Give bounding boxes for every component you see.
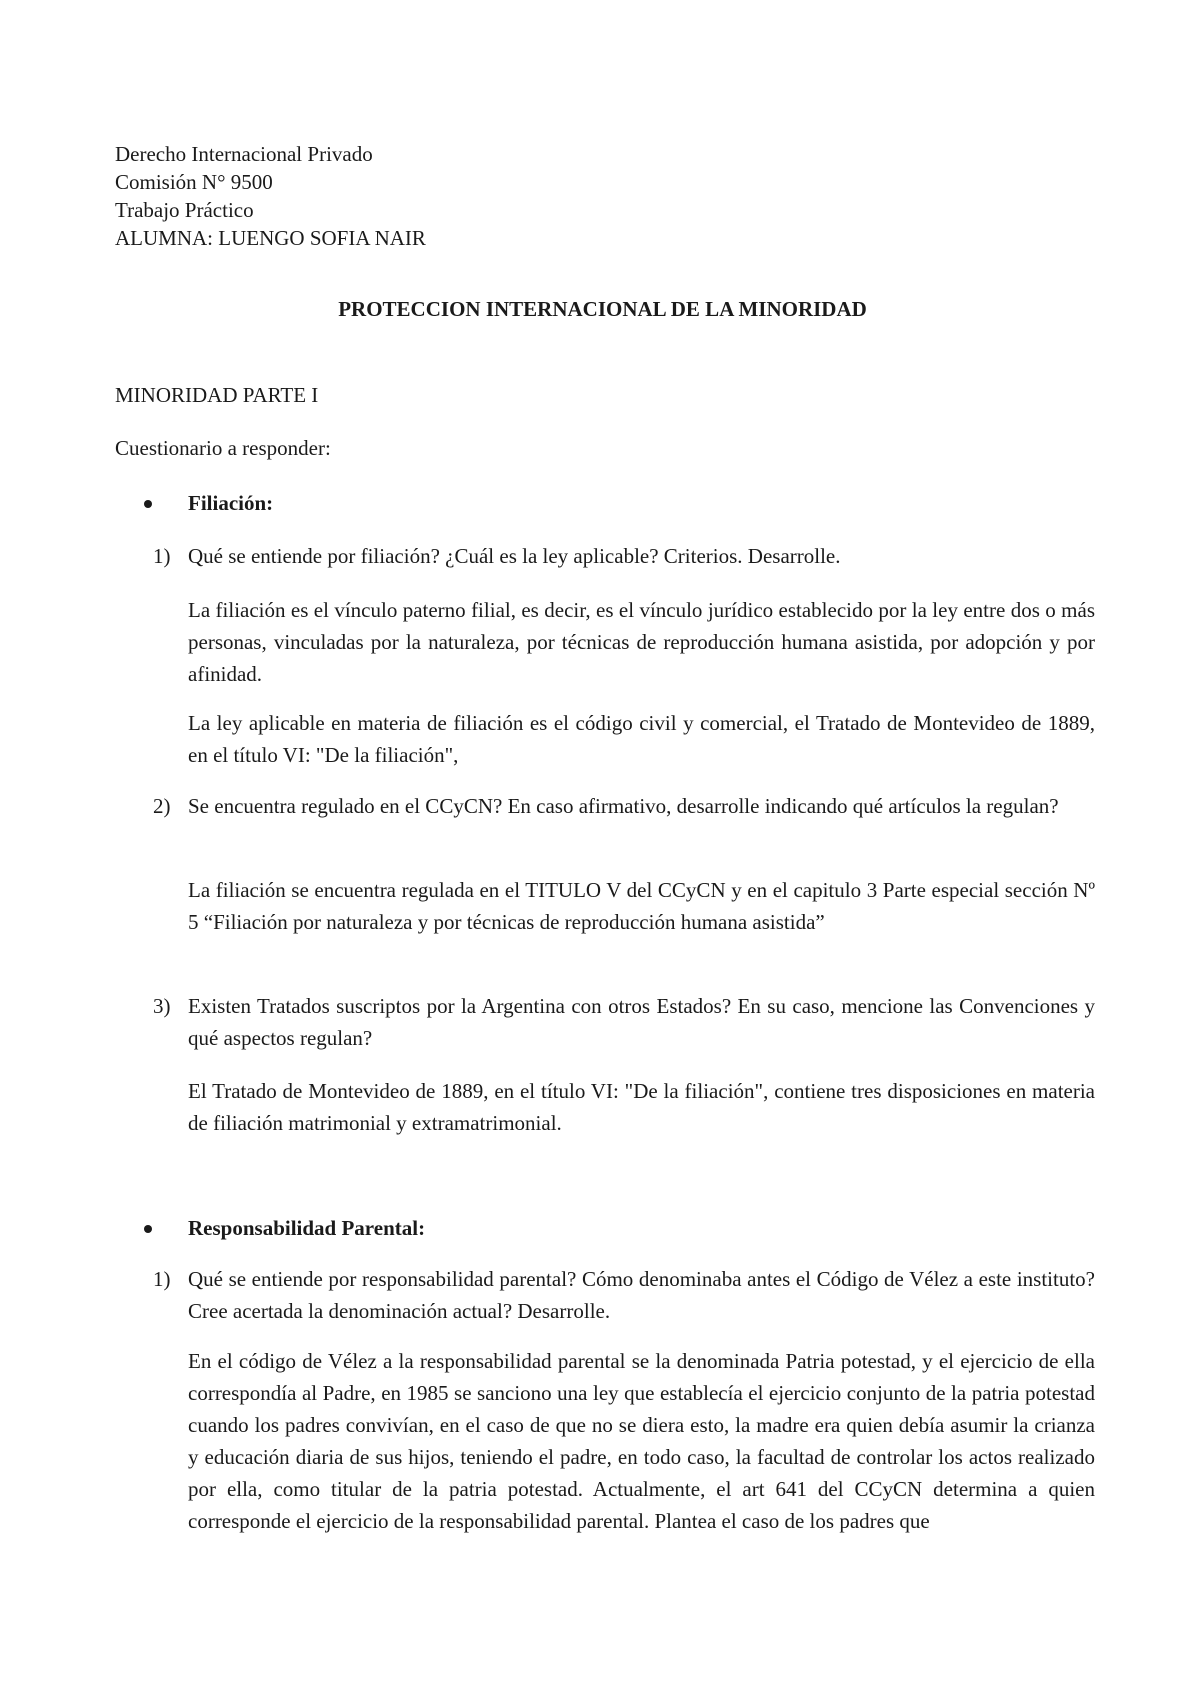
question-item <box>115 1263 1095 1327</box>
section-heading-text: Filiación: <box>188 491 274 515</box>
answer-paragraph: La filiación es el vínculo paterno filial, es decir, es el vínculo jurídico establecido por la ley entre dos o más personas, vinculadas por la naturaleza, por técnicas de reproducción humana asistida, por adopción y por afinidad. <box>188 598 1095 686</box>
bullet-icon <box>144 500 152 508</box>
question-item <box>115 790 1095 822</box>
question-text: Qué se entiende por responsabilidad parental? Cómo denominaba antes el Código de Vélez a este instituto? Cree acertada la denominación actual? Desarrolle. <box>188 1267 1095 1323</box>
question-text: Se encuentra regulado en el CCyCN? En caso afirmativo, desarrolle indicando qué artículos la regulan? <box>188 794 1059 818</box>
question-number: 2) <box>153 794 171 818</box>
questionnaire-intro: Cuestionario a responder: <box>115 436 331 460</box>
question-item <box>115 540 1095 572</box>
answer-paragraph: El Tratado de Montevideo de 1889, en el título VI: "De la filiación", contiene tres disposiciones en materia de filiación matrimonial y extramatrimonial. <box>188 1079 1095 1135</box>
question-text: Existen Tratados suscriptos por la Argentina con otros Estados? En su caso, mencione las Convenciones y qué aspectos regulan? <box>188 994 1095 1050</box>
course-name: Derecho Internacional Privado <box>115 142 373 166</box>
question-text: Qué se entiende por filiación? ¿Cuál es la ley aplicable? Criterios. Desarrolle. <box>188 544 841 568</box>
answer-paragraph: En el código de Vélez a la responsabilidad parental se la denominada Patria potestad, y el ejercicio de ella correspondía al Padre, en 1985 se sanciono una ley que establecía el ejercicio conjunto de la patria potestad cuando los padres convivían, en el caso de que no se diera esto, la madre era quien debía asumir la crianza y educación diaria de sus hijos, teniendo el padre, en todo caso, la facultad de controlar los actos realizado por ella, como titular de la patria potestad. Actualmente, el art 641 del CCyCN determina a quien corresponde el ejercicio de la responsabilidad parental. Plantea el caso de los padres que <box>188 1349 1095 1533</box>
student-name: ALUMNA: LUENGO SOFIA NAIR <box>115 226 426 250</box>
part-heading: MINORIDAD PARTE I <box>115 383 319 407</box>
document-title: PROTECCION INTERNACIONAL DE LA MINORIDAD <box>338 297 867 321</box>
answer-paragraph: La filiación se encuentra regulada en el TITULO V del CCyCN y en el capitulo 3 Parte especial sección Nº 5 “Filiación por naturaleza y por técnicas de reproducción humana asistida” <box>188 878 1095 934</box>
section-heading-responsabilidad <box>150 1212 425 1244</box>
question-number: 3) <box>153 994 171 1018</box>
question-number: 1) <box>153 1267 171 1291</box>
bullet-icon <box>144 1225 152 1233</box>
commission-number: Comisión N° 9500 <box>115 170 273 194</box>
document-header <box>115 140 815 252</box>
answer-paragraph: La ley aplicable en materia de filiación es el código civil y comercial, el Tratado de Montevideo de 1889, en el título VI: "De la filiación", <box>188 711 1095 767</box>
question-item <box>115 990 1095 1054</box>
section-heading-text: Responsabilidad Parental: <box>188 1216 426 1240</box>
work-type: Trabajo Práctico <box>115 198 254 222</box>
section-heading-filiacion <box>150 487 273 519</box>
question-number: 1) <box>153 544 171 568</box>
